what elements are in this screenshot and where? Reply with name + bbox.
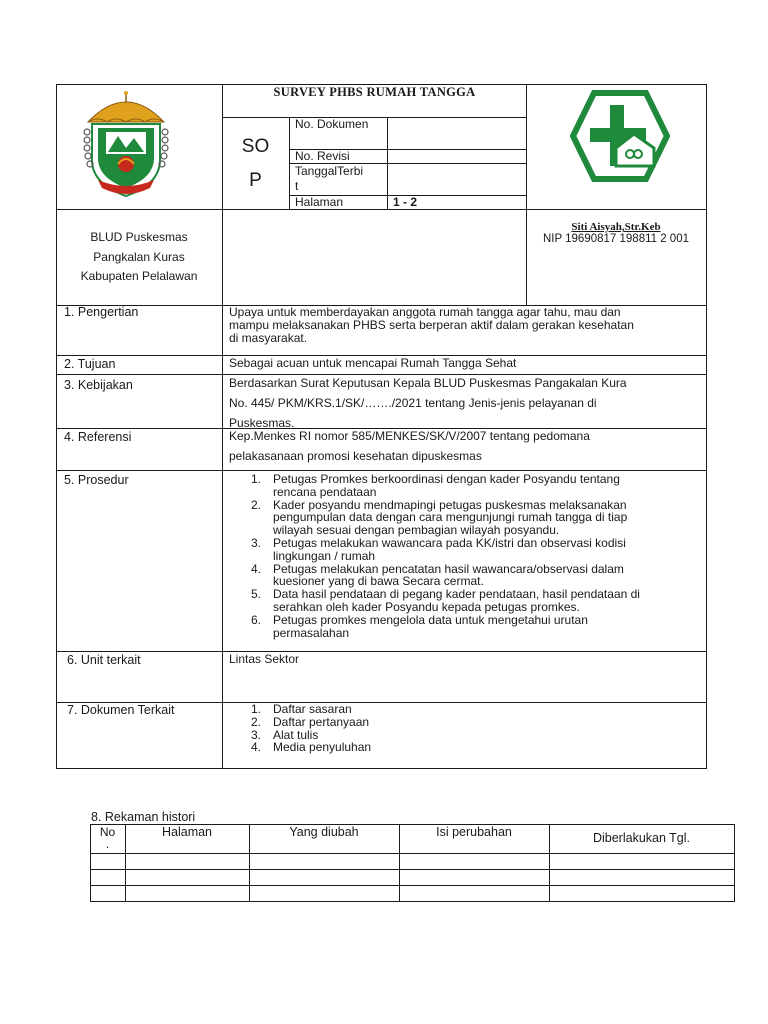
unit-terkait-label: 6. Unit terkait xyxy=(67,653,141,667)
org-name-line3: Kabupaten Pelalawan xyxy=(80,269,198,283)
list-number: 3. xyxy=(251,727,262,742)
list-text: wilayah sesuai dengan pembagian wilayah posyandu. xyxy=(273,523,560,538)
list-item xyxy=(229,703,705,716)
list-number: 5. xyxy=(251,587,262,602)
signer-name: Siti Aisyah,Str.Keb xyxy=(571,221,661,233)
list-text: rencana pendataan xyxy=(273,484,377,499)
sop-label-line2: P xyxy=(249,170,262,191)
list-number: 4. xyxy=(251,561,262,576)
list-item xyxy=(229,563,705,589)
field-tanggal-terbit-label-wrap: t xyxy=(295,179,299,193)
prosedur-label: 5. Prosedur xyxy=(64,473,129,487)
field-halaman-value: 1 - 2 xyxy=(393,195,418,209)
history-header-isi-perubahan: Isi perubahan xyxy=(436,825,512,839)
list-text: pengumpulan data dengan cara mengunjungi rumah tangga di tiap xyxy=(273,510,628,525)
referensi-label: 4. Referensi xyxy=(64,430,132,444)
list-number: 1. xyxy=(251,472,262,486)
prosedur-list xyxy=(229,473,705,639)
list-text: Media penyuluhan xyxy=(273,740,372,755)
list-text: Daftar sasaran xyxy=(273,702,352,716)
list-number: 2. xyxy=(251,714,262,729)
list-item xyxy=(229,588,705,614)
list-text: Petugas melakukan wawancara pada KK/istri dan observasi kodisi xyxy=(273,535,626,550)
document-title: SURVEY PHBS RUMAH TANGGA xyxy=(273,85,476,99)
kebijakan-label: 3. Kebijakan xyxy=(64,378,133,392)
pengertian-text-line2: mampu melaksanakan PHBS serta berperan aktif dalam gerakan kesehatan xyxy=(229,318,634,332)
list-text: Data hasil pendataan di pegang kader pendataan, hasil pendataan di xyxy=(273,587,640,602)
tujuan-text: Sebagai acuan untuk mencapai Rumah Tangga Sehat xyxy=(229,356,517,370)
list-item xyxy=(229,473,705,499)
list-number: 2. xyxy=(251,497,262,512)
signer-nip: NIP 19690817 198811 2 001 xyxy=(542,233,689,245)
list-text: Petugas Promkes berkoordinasi dengan kader Posyandu tentang xyxy=(273,472,620,486)
list-item xyxy=(229,537,705,563)
field-no-revisi-label: No. Revisi xyxy=(295,149,350,163)
list-number: 1. xyxy=(251,702,262,716)
history-header-yang-diubah: Yang diubah xyxy=(289,825,359,839)
pengertian-text-line1: Upaya untuk memberdayakan anggota rumah tangga agar tahu, mau dan xyxy=(229,305,621,319)
list-text: serahkan oleh kader Posyandu kepada petugas promkes. xyxy=(273,599,580,614)
list-text: permasalahan xyxy=(273,625,350,640)
list-item xyxy=(229,614,705,640)
unit-terkait-text: Lintas Sektor xyxy=(229,652,300,666)
history-header-halaman: Halaman xyxy=(161,825,213,839)
dokumen-terkait-list xyxy=(229,703,705,754)
list-text: Kader posyandu mendmapingi petugas puskesmas melaksanakan xyxy=(273,497,627,512)
history-header-diberlakukan: Diberlakukan Tgl. xyxy=(592,831,691,845)
field-no-dokumen-label: No. Dokumen xyxy=(295,117,369,131)
org-name-line1: BLUD Puskesmas xyxy=(90,230,188,244)
field-halaman-label: Halaman xyxy=(295,195,344,209)
tujuan-label: 2. Tujuan xyxy=(64,357,116,371)
field-tanggal-terbit-label: TanggalTerbi xyxy=(295,164,364,178)
pengertian-text-line3: di masyarakat. xyxy=(229,331,308,345)
referensi-text-line2: pelakasanaan promosi kesehatan dipuskesmas xyxy=(229,449,482,463)
history-header-no: No xyxy=(99,825,116,839)
list-number: 3. xyxy=(251,535,262,550)
history-title: 8. Rekaman histori xyxy=(91,810,196,824)
kebijakan-text-line1: Berdasarkan Surat Keputusan Kepala BLUD Puskesmas Pangakalan Kura xyxy=(229,376,627,390)
list-item xyxy=(229,716,705,729)
list-text: Petugas melakukan pencatatan hasil wawancara/observasi dalam xyxy=(273,561,624,576)
list-text: kuesioner yang di bawa Secara cermat. xyxy=(273,574,484,589)
list-text: lingkungan / rumah xyxy=(273,548,376,563)
kebijakan-text-line2: No. 445/ PKM/KRS.1/SK/……./2021 tentang Jenis-jenis pelayanan di xyxy=(229,396,597,410)
pelalawan-regency-emblem xyxy=(78,88,174,200)
sop-label-line1: SO xyxy=(241,136,270,157)
referensi-text-line1: Kep.Menkes RI nomor 585/MENKES/SK/V/2007 tentang pedomana xyxy=(229,429,590,443)
puskesmas-logo xyxy=(570,90,670,182)
kebijakan-text-line3: Puskesmas. xyxy=(229,416,295,430)
pengertian-label: 1. Pengertian xyxy=(64,305,139,319)
list-text: Alat tulis xyxy=(273,727,319,742)
list-item xyxy=(229,741,705,754)
list-text: Petugas promkes mengelola data untuk mengetahui urutan xyxy=(273,612,588,627)
list-item xyxy=(229,499,705,537)
list-number: 6. xyxy=(251,612,262,627)
list-number: 4. xyxy=(251,740,262,755)
org-name-line2: Pangkalan Kuras xyxy=(93,250,185,264)
list-text: Daftar pertanyaan xyxy=(273,714,370,729)
history-header-no-wrap: . xyxy=(105,837,110,851)
dokumen-terkait-label: 7. Dokumen Terkait xyxy=(67,703,175,717)
